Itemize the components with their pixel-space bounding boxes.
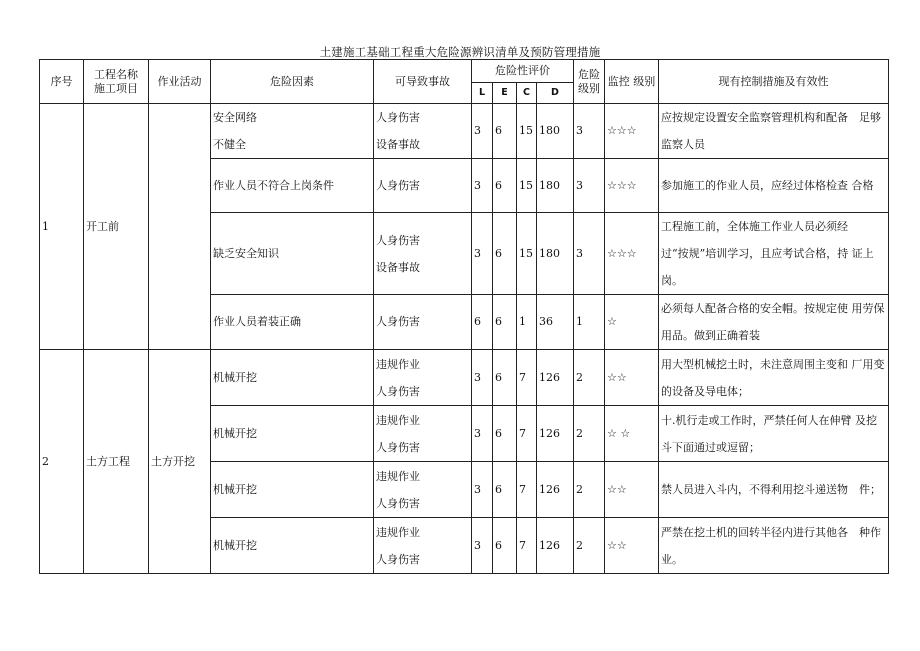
monitor-stars: ☆☆☆: [605, 104, 659, 159]
accident-cell: [374, 104, 472, 159]
monitor-stars: ☆☆☆: [605, 213, 659, 295]
level-cell: 3: [574, 159, 605, 213]
header-measures: 现有控制措施及有效性: [659, 60, 889, 104]
hazard-cell: 作业人员不符合上岗条件: [211, 159, 374, 213]
header-D: D: [537, 83, 574, 104]
header-project-line1: 工程名称: [94, 67, 138, 81]
accident-line: 违规作业: [376, 469, 420, 483]
E-cell: 6: [493, 104, 517, 159]
E-cell: 6: [493, 462, 517, 518]
level-cell: 1: [574, 295, 605, 350]
hazard-table: [39, 59, 889, 574]
header-activity: 作业活动: [149, 60, 211, 104]
D-cell: 36: [537, 295, 574, 350]
accident-line: 人身伤害: [376, 440, 420, 454]
accident-cell: 人身伤害: [374, 295, 472, 350]
L-cell: 3: [472, 159, 493, 213]
D-cell: 126: [537, 518, 574, 574]
monitor-stars: ☆☆: [605, 350, 659, 406]
L-cell: 3: [472, 406, 493, 462]
accident-line: 违规作业: [376, 413, 420, 427]
header-C: C: [517, 83, 537, 104]
level-cell: 2: [574, 462, 605, 518]
header-monitor: 监控 级别: [605, 60, 659, 104]
header-seq: 序号: [40, 60, 84, 104]
accident-line: 违规作业: [376, 357, 420, 371]
activity-cell: [149, 104, 211, 350]
header-project: [84, 60, 149, 104]
project-cell: 开工前: [84, 104, 149, 350]
C-cell: 7: [517, 406, 537, 462]
monitor-stars: ☆☆: [605, 518, 659, 574]
level-cell: 3: [574, 104, 605, 159]
level-cell: 2: [574, 350, 605, 406]
header-level-line1: 危险: [578, 67, 600, 81]
accident-line: 人身伤害: [376, 111, 420, 124]
project-cell: 土方工程: [84, 350, 149, 574]
header-level-line2: 级别: [578, 81, 600, 95]
accident-cell: [374, 406, 472, 462]
hazard-cell: [211, 104, 374, 159]
level-cell: 3: [574, 213, 605, 295]
L-cell: 3: [472, 518, 493, 574]
level-cell: 2: [574, 518, 605, 574]
hazard-cell: 机械开挖: [211, 406, 374, 462]
document-title: 土建施工基础工程重大危险源辨识清单及预防管理措施: [319, 45, 601, 59]
L-cell: 3: [472, 213, 493, 295]
measures-cell: 十.机行走或工作时，严禁任何人在伸臂 及挖斗下面通过或逗留；: [659, 406, 889, 462]
accident-cell: [374, 213, 472, 295]
accident-line: 人身伤害: [376, 496, 420, 510]
header-level: [574, 60, 605, 104]
C-cell: 15: [517, 159, 537, 213]
hazard-line: 不健全: [213, 138, 246, 151]
E-cell: 6: [493, 295, 517, 350]
C-cell: 15: [517, 213, 537, 295]
monitor-stars: ☆: [605, 295, 659, 350]
E-cell: 6: [493, 159, 517, 213]
accident-line: 人身伤害: [376, 384, 420, 398]
header-accident: 可导致事故: [374, 60, 472, 104]
E-cell: 6: [493, 406, 517, 462]
accident-line: 人身伤害: [376, 233, 420, 247]
hazard-cell: 机械开挖: [211, 462, 374, 518]
accident-line: 设备事故: [376, 260, 420, 274]
table-row: [40, 104, 889, 159]
measures-cell: 严禁在挖土机的回转半径内进行其他各 种作业。: [659, 518, 889, 574]
measures-cell: 参加施工的作业人员，应经过体格检查 合格: [659, 159, 889, 213]
hazard-line: 安全网络: [213, 111, 257, 124]
E-cell: 6: [493, 518, 517, 574]
hazard-cell: 缺乏安全知识: [211, 213, 374, 295]
measures-cell: 用大型机械挖土时，未注意周围主变和 厂用变的设备及导电体；: [659, 350, 889, 406]
E-cell: 6: [493, 350, 517, 406]
D-cell: 126: [537, 406, 574, 462]
D-cell: 126: [537, 350, 574, 406]
C-cell: 1: [517, 295, 537, 350]
C-cell: 7: [517, 518, 537, 574]
measures-cell: 应按规定设置安全监察管理机构和配备 足够监察人员: [659, 104, 889, 159]
D-cell: 126: [537, 462, 574, 518]
L-cell: 3: [472, 462, 493, 518]
accident-line: 违规作业: [376, 525, 420, 539]
measures-cell: 必须每人配备合格的安全帽。按规定使 用劳保用品。做到正确着装: [659, 295, 889, 350]
D-cell: 180: [537, 104, 574, 159]
measures-cell: 工程施工前，全体施工作业人员必须经 过“按规”培训学习，且应考试合格，持 证上岗。: [659, 213, 889, 295]
C-cell: 7: [517, 462, 537, 518]
level-cell: 2: [574, 406, 605, 462]
header-project-line2: 施工项目: [94, 81, 138, 95]
D-cell: 180: [537, 159, 574, 213]
seq-cell: 2: [40, 350, 84, 574]
C-cell: 7: [517, 350, 537, 406]
L-cell: 6: [472, 295, 493, 350]
activity-cell: 土方开挖: [149, 350, 211, 574]
monitor-stars: ☆☆: [605, 462, 659, 518]
accident-line: 设备事故: [376, 138, 420, 151]
accident-cell: [374, 350, 472, 406]
D-cell: 180: [537, 213, 574, 295]
measures-cell: 禁人员进入斗内，不得利用挖斗递送物 件；: [659, 462, 889, 518]
header-hazard: 危险因素: [211, 60, 374, 104]
accident-line: 人身伤害: [376, 552, 420, 566]
L-cell: 3: [472, 104, 493, 159]
hazard-cell: 作业人员着装正确: [211, 295, 374, 350]
hazard-cell: 机械开挖: [211, 518, 374, 574]
accident-cell: [374, 462, 472, 518]
E-cell: 6: [493, 213, 517, 295]
L-cell: 3: [472, 350, 493, 406]
header-E: E: [493, 83, 517, 104]
header-evaluation: 危险性评价: [472, 60, 574, 83]
monitor-stars: ☆☆☆: [605, 159, 659, 213]
accident-cell: [374, 518, 472, 574]
table-row: [40, 350, 889, 406]
seq-cell: 1: [40, 104, 84, 350]
monitor-stars: ☆ ☆: [605, 406, 659, 462]
accident-cell: 人身伤害: [374, 159, 472, 213]
C-cell: 15: [517, 104, 537, 159]
hazard-cell: 机械开挖: [211, 350, 374, 406]
header-L: L: [472, 83, 493, 104]
